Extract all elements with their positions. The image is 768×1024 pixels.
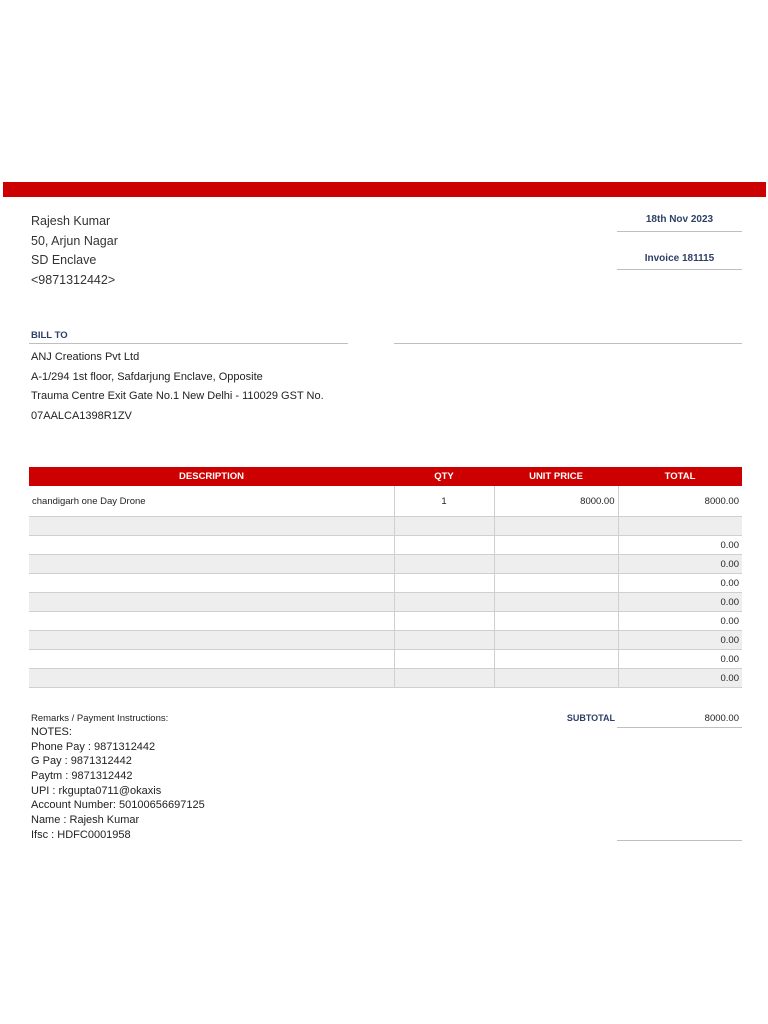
notes-line: G Pay : 9871312442: [31, 755, 132, 768]
invoice-number: Invoice 181115: [644, 253, 715, 264]
subtotal-value: 8000.00: [704, 713, 739, 724]
divider: [617, 727, 742, 728]
cell-qty: [394, 669, 494, 688]
table-row: [29, 574, 742, 593]
cell-total: 0.00: [618, 650, 742, 669]
divider: [617, 840, 742, 841]
cell-total: 0.00: [618, 555, 742, 574]
notes-line: Account Number: 50100656697125: [31, 799, 205, 812]
header-description: DESCRIPTION: [29, 467, 394, 486]
sender-block: [31, 212, 118, 290]
bill-to-line: 07AALCA1398R1ZV: [31, 409, 132, 422]
table-row: [29, 650, 742, 669]
cell-qty: [394, 612, 494, 631]
cell-description: [29, 555, 394, 574]
divider: [394, 343, 742, 344]
header-qty: QTY: [394, 467, 494, 486]
sender-phone: <9871312442>: [31, 272, 116, 287]
table-row: [29, 555, 742, 574]
line-items-table: [29, 467, 742, 688]
cell-unit-price: 8000.00: [494, 486, 618, 517]
notes-line: NOTES:: [31, 726, 72, 738]
divider: [29, 343, 348, 344]
notes-line: Paytm : 9871312442: [31, 770, 133, 783]
table-row: [29, 669, 742, 688]
cell-description: [29, 631, 394, 650]
subtotal-label: SUBTOTAL: [566, 713, 615, 723]
cell-description: [29, 650, 394, 669]
cell-total: 0.00: [618, 612, 742, 631]
notes-line: Name : Rajesh Kumar: [31, 814, 140, 827]
cell-description: [29, 574, 394, 593]
cell-unit-price: [494, 517, 618, 536]
sender-address-line2: SD Enclave: [31, 253, 97, 267]
cell-description: [29, 517, 394, 536]
cell-unit-price: [494, 669, 618, 688]
bill-to-block: [31, 348, 324, 426]
notes-line: Ifsc : HDFC0001958: [31, 828, 131, 841]
cell-qty: 1: [394, 486, 494, 517]
cell-qty: [394, 650, 494, 669]
table-row: [29, 631, 742, 650]
sender-address-line1: 50, Arjun Nagar: [31, 233, 118, 248]
divider: [617, 269, 742, 270]
cell-unit-price: [494, 612, 618, 631]
invoice-date: 18th Nov 2023: [645, 214, 714, 225]
header-unit-price: UNIT PRICE: [494, 467, 618, 486]
cell-total: 8000.00: [618, 486, 742, 517]
cell-unit-price: [494, 555, 618, 574]
bill-to-line: ANJ Creations Pvt Ltd: [31, 351, 140, 363]
cell-total: [618, 517, 742, 536]
sender-name: Rajesh Kumar: [31, 214, 111, 228]
cell-qty: [394, 555, 494, 574]
cell-unit-price: [494, 650, 618, 669]
cell-description: [29, 593, 394, 612]
table-row: [29, 536, 742, 555]
cell-unit-price: [494, 536, 618, 555]
table-row: [29, 517, 742, 536]
cell-total: 0.00: [618, 593, 742, 612]
table-header-row: [29, 467, 742, 486]
notes-block: [31, 725, 205, 843]
table-row: [29, 593, 742, 612]
cell-qty: [394, 631, 494, 650]
cell-description: [29, 669, 394, 688]
header-accent-bar: [3, 182, 766, 197]
header-total: TOTAL: [618, 467, 742, 486]
cell-description: [29, 612, 394, 631]
cell-total: 0.00: [618, 574, 742, 593]
cell-qty: [394, 574, 494, 593]
cell-description: chandigarh one Day Drone: [29, 486, 394, 517]
notes-line: Phone Pay : 9871312442: [31, 740, 156, 753]
cell-total: 0.00: [618, 631, 742, 650]
cell-total: 0.00: [618, 536, 742, 555]
table-row: [29, 486, 742, 517]
divider: [617, 231, 742, 232]
cell-description: [29, 536, 394, 555]
bill-to-label: BILL TO: [31, 330, 68, 341]
cell-qty: [394, 517, 494, 536]
cell-total: 0.00: [618, 669, 742, 688]
table-row: [29, 612, 742, 631]
notes-line: UPI : rkgupta0711@okaxis: [31, 784, 162, 797]
bill-to-line: Trauma Centre Exit Gate No.1 New Delhi - 110029 GST No.: [31, 390, 324, 402]
bill-to-line: A-1/294 1st floor, Safdarjung Enclave, Opposite: [31, 370, 263, 383]
cell-qty: [394, 593, 494, 612]
cell-unit-price: [494, 593, 618, 612]
cell-unit-price: [494, 574, 618, 593]
cell-unit-price: [494, 631, 618, 650]
remarks-label: Remarks / Payment Instructions:: [31, 713, 169, 724]
cell-qty: [394, 536, 494, 555]
